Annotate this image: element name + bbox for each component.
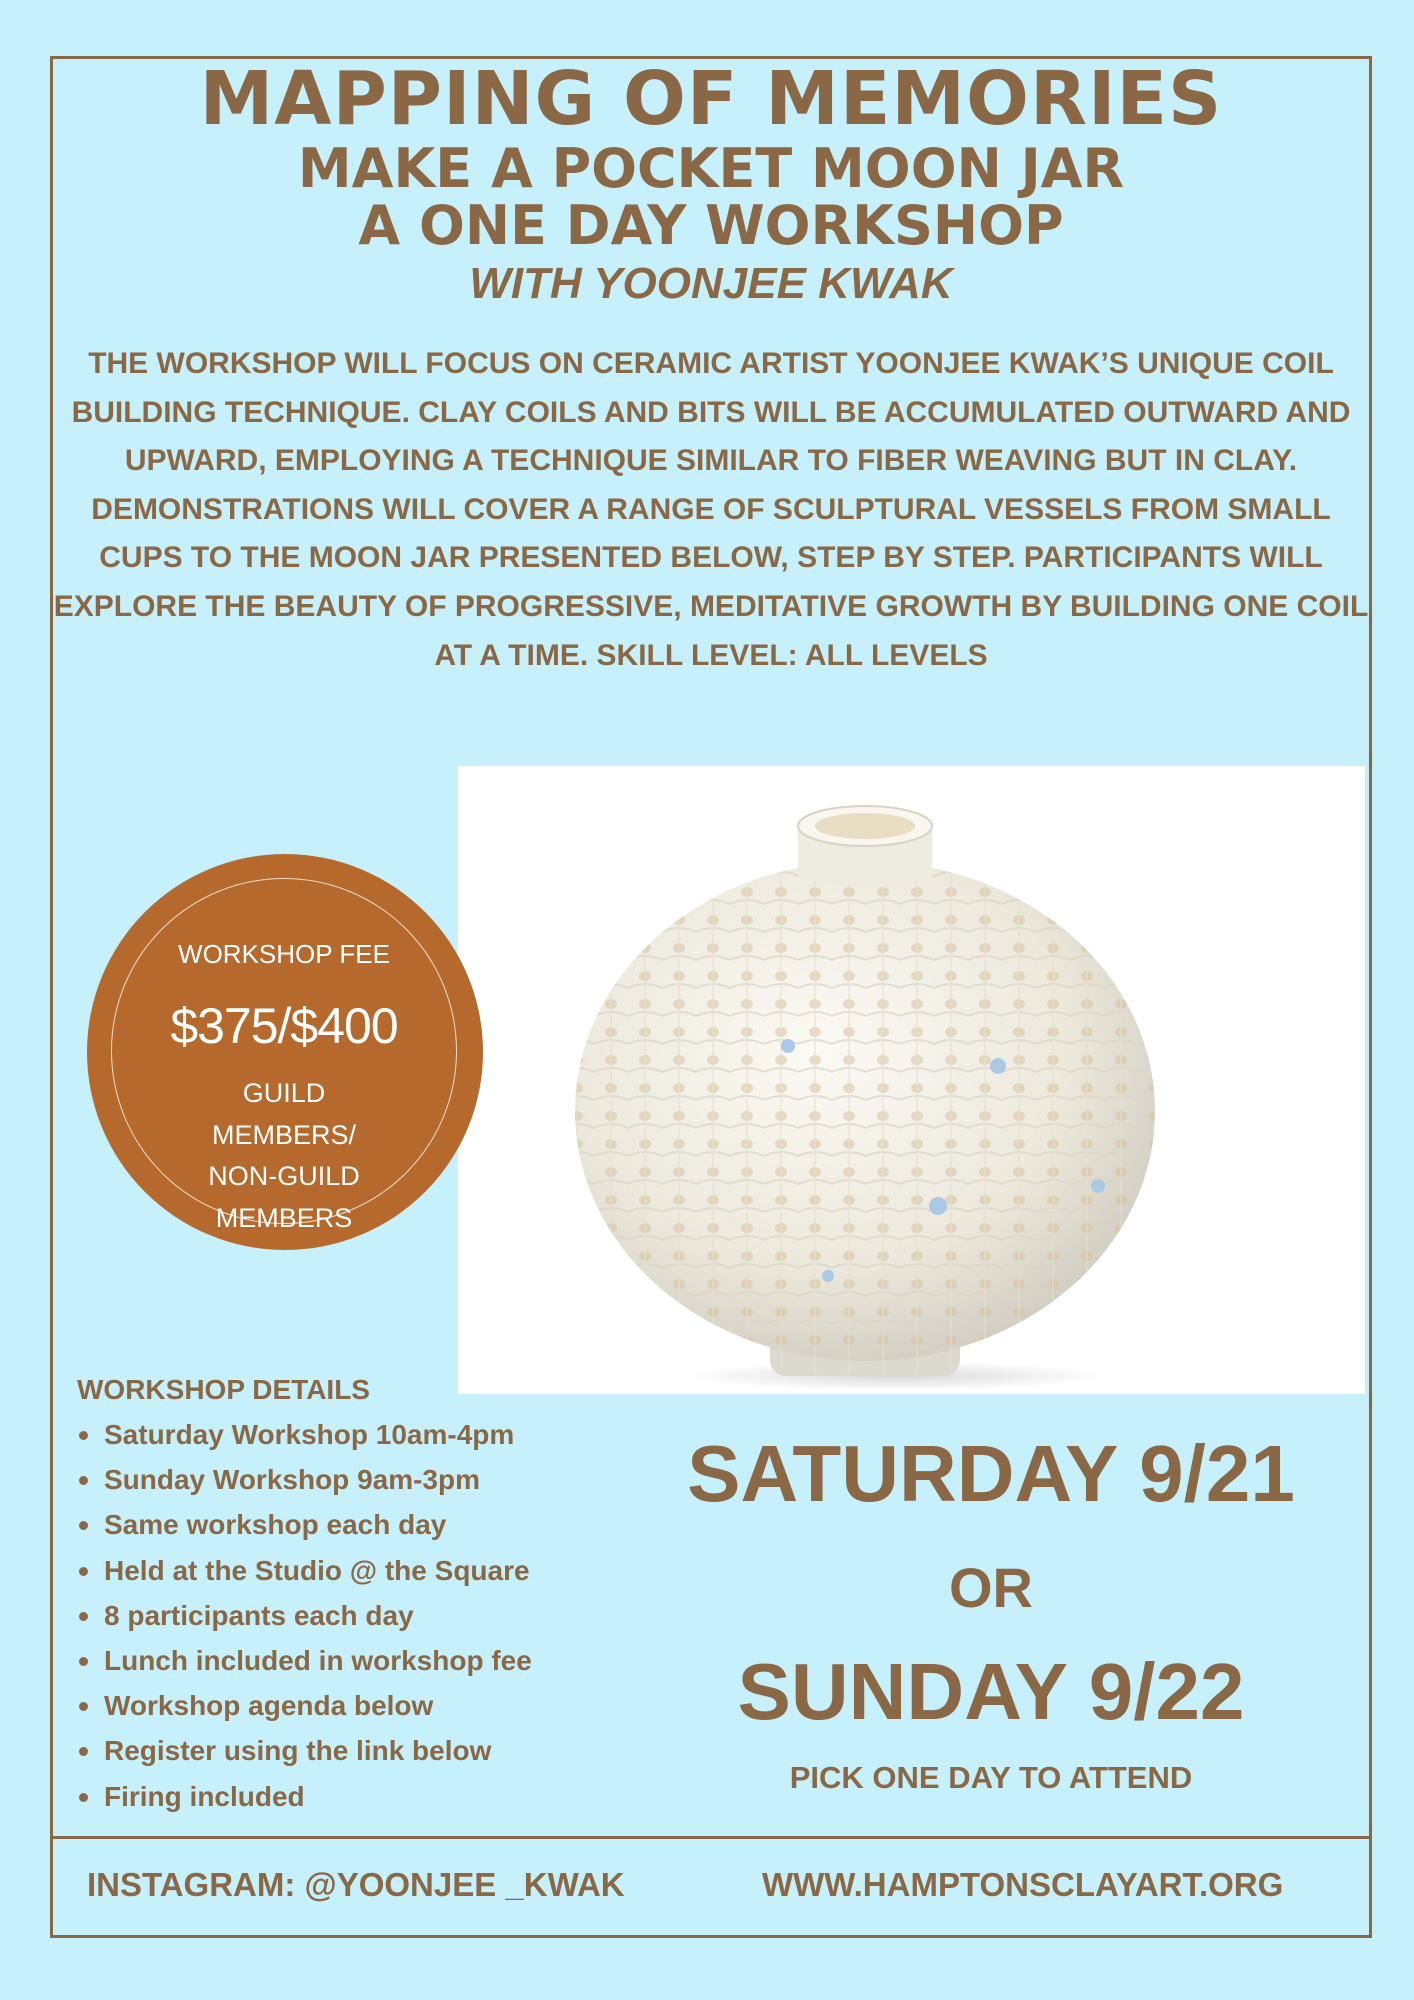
fee-badge-ring [111, 878, 457, 1233]
workshop-title: MAKE A POCKET MOON JAR [297, 137, 1125, 200]
details-list-item: Lunch included in workshop fee [77, 1638, 532, 1683]
sunday-date: SUNDAY 9/22 [737, 1647, 1245, 1736]
fee-members-note [112, 1073, 456, 1239]
fee-price: $375/$400 [170, 998, 398, 1054]
details-list-item: Firing included [77, 1774, 532, 1819]
details-list [77, 1412, 532, 1819]
website-link[interactable]: WWW.HAMPTONSCLAYART.ORG [762, 1866, 1284, 1903]
details-list-item: 8 participants each day [77, 1593, 532, 1638]
or-separator: OR [949, 1556, 1033, 1619]
pick-day-note: PICK ONE DAY TO ATTEND [789, 1760, 1193, 1795]
saturday-date: SATURDAY 9/21 [687, 1429, 1295, 1518]
fee-members-line: GUILD [242, 1078, 326, 1108]
moon-jar-image [458, 766, 1365, 1394]
artist-subtitle: WITH YOONJEE KWAK [469, 259, 953, 308]
details-list-item: Held at the Studio @ the Square [77, 1548, 532, 1593]
fee-badge [87, 854, 483, 1250]
details-heading: WORKSHOP DETAILS [77, 1374, 370, 1405]
fee-members-line: MEMBERS/ [211, 1119, 357, 1150]
details-list-item: Same workshop each day [77, 1502, 532, 1547]
details-list-item: Register using the link below [77, 1728, 532, 1773]
workshop-type: A ONE DAY WORKSHOP [358, 194, 1064, 257]
details-list-item: Saturday Workshop 10am-4pm [77, 1412, 532, 1457]
footer-divider [50, 1836, 1372, 1839]
main-title: MAPPING OF MEMORIES [199, 56, 1223, 142]
workshop-description: THE WORKSHOP WILL FOCUS ON CERAMIC ARTIST YOONJEE KWAK’S UNIQUE COIL BUILDING TECHNIQUE. CLAY COILS AND BITS WILL BE ACCUMULATED OUTWARD AND UPWARD, EMPLOYING A TECHNIQUE SIMILAR TO FIBER WEAVING BUT IN CLAY. DEMONSTRATIONS WILL COVER A RANGE OF SCULPTURAL VESSELS FROM SMALL CUPS TO THE MOON JAR PRESENTED BELOW, STEP BY STEP. PARTICIPANTS WILL EXPLORE THE BEAUTY OF PROGRESSIVE, MEDITATIVE GROWTH BY BUILDING ONE COIL AT A TIME. SKILL LEVEL: ALL LEVELS [53, 347, 1369, 672]
fee-label: WORKSHOP FEE [178, 939, 390, 969]
fee-members-line: NON-GUILD [208, 1161, 360, 1191]
details-list-item: Workshop agenda below [77, 1683, 532, 1728]
details-list-item: Sunday Workshop 9am-3pm [77, 1457, 532, 1502]
moon-jar-photo [458, 766, 1365, 1394]
instagram-handle: INSTAGRAM: @YOONJEE _KWAK [87, 1866, 625, 1903]
fee-members-line: MEMBERS [215, 1202, 353, 1233]
